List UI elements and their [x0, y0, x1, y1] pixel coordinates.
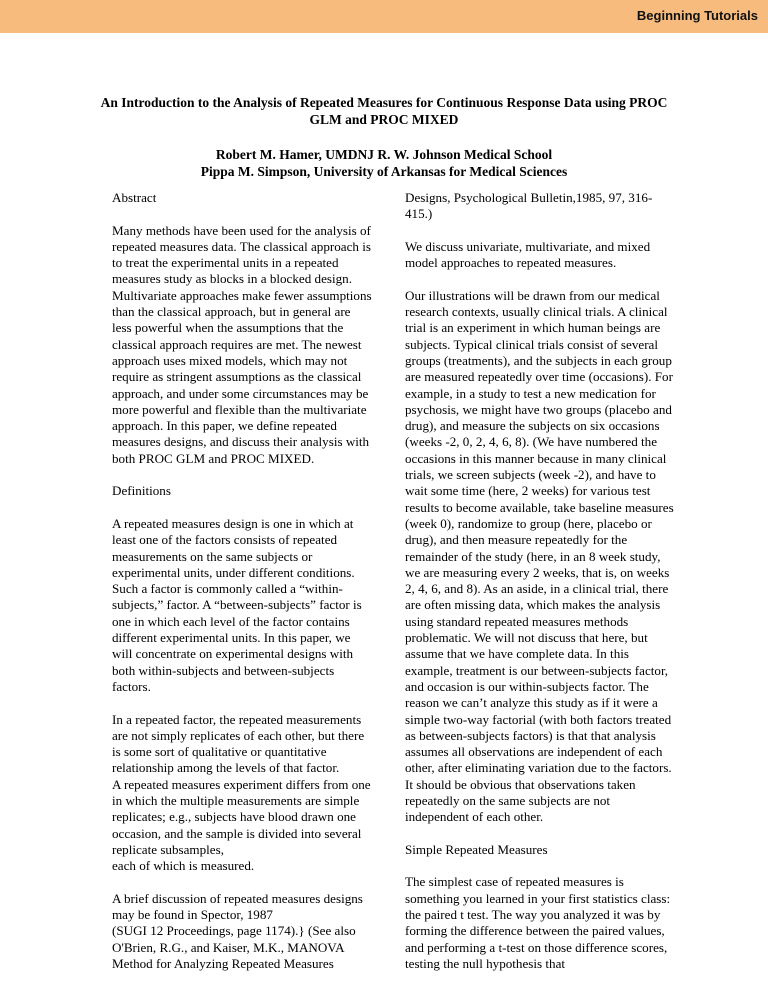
- author-block: [80, 146, 688, 180]
- simple-repeated-measures-heading: Simple Repeated Measures: [405, 841, 548, 857]
- definitions-paragraph-2: In a repeated factor, the repeated measurements are not simply replicates of each other, but there is some sort of qualitative or quantitative relationship among the levels of that factor. A repeated measures experiment differs from one in which the multiple measurements are simple replicates; e.g., subjects have blood drawn one occasion, and the sample is divided into several replicate subsamples, each of which is measured.: [112, 711, 371, 874]
- abstract-paragraph: Many methods have been used for the analysis of repeated measures data. The classical approach is to treat the experimental units in a repeated measures study as blocks in a blocked design. Multivariate approaches make fewer assumptions than the classical approach, but in general are less powerful when the assumptions that the classical approach requires are met. The newest approach uses mixed models, which may not require as stringent assumptions as the classical approach, and under some circumstances may be more powerful and flexible than the multivariate approach. In this paper, we define repeated measures designs, and discuss their analysis with both PROC GLM and PROC MIXED.: [112, 222, 372, 466]
- abstract-heading: Abstract: [112, 190, 157, 205]
- author-1: Robert M. Hamer, UMDNJ R. W. Johnson Medical School: [215, 147, 553, 162]
- definitions-paragraph-3: A brief discussion of repeated measures designs may be found in Spector, 1987 (SUGI 12 Proceedings, page 1174).} (See also O'Brien, R.G., and Kaiser, M.K., MANOVA Method for Analyzing Repeated Measures: [112, 890, 363, 971]
- section-label: Beginning Tutorials: [636, 8, 758, 23]
- definitions-heading: Definitions: [112, 483, 171, 499]
- reference-continuation: Designs, Psychological Bulletin,1985, 97, 316-415.): [405, 190, 653, 222]
- approaches-paragraph: We discuss univariate, multivariate, and mixed model approaches to repeated measures.: [405, 238, 651, 271]
- author-2: Pippa M. Simpson, University of Arkansas for Medical Sciences: [200, 164, 568, 179]
- definitions-paragraph-1: A repeated measures design is one in which at least one of the factors consists of repeated measurements on the same subjects or experimental units, under different conditions. Such a factor is commonly called a “within-subjects,” factor. A “between-subjects” factor is one in which each level of the factor contains different experimental units. In this paper, we will concentrate on experimental designs with both within-subjects and between-subjects factors.: [112, 515, 362, 694]
- right-column: [405, 190, 675, 989]
- header-band: [0, 0, 768, 33]
- paired-t-test-paragraph: The simplest case of repeated measures is something you learned in your first statistics class: the paired t test. The way you analyzed it was by forming the difference between the paired values, and performing a t-test on those difference scores, testing the null hypothesis that: [405, 874, 671, 971]
- illustrations-paragraph: Our illustrations will be drawn from our medical research contexts, usually clinical trials. A clinical trial is an experiment in which human beings are subjects. Typical clinical trials consist of several groups (treatments), and the subjects in each group are measured repeatedly over time (occasions). For example, in a study to test a new medication for psychosis, we might have two groups (placebo and drug), and measure the subjects on six occasions (weeks -2, 0, 2, 4, 6, 8). (We have numbered the occasions in this manner because in many clinical trials, we screen subjects (week -2), and have to wait some time (here, 2 weeks) for various test results to become available, take baseline measures (week 0), randomize to group (here, placebo or drug), and then measure repeatedly for the remainder of the study (here, in an 8 week study, we are measuring every 2 weeks, that is, on weeks 2, 4, 6, and 8). As an aside, in a clinical trial, there are often missing data, which makes the analysis using standard repeated measures methods problematic. We will not discuss that here, but assume that we have complete data. In this example, treatment is our between-subjects factor, and occasion is our within-subjects factor. The reason we can’t analyze this study as if it were a simple two-way factorial (with both factors treated as between-subjects factors) is that that analysis assumes all observations are independent of each other, after eliminating variation due to the factors. It should be obvious that observations taken repeatedly on the same subjects are not independent of each other.: [405, 287, 674, 825]
- left-column: [112, 190, 372, 989]
- paper-title: An Introduction to the Analysis of Repeated Measures for Continuous Response Data using PROC GLM and PROC MIXED: [100, 95, 668, 127]
